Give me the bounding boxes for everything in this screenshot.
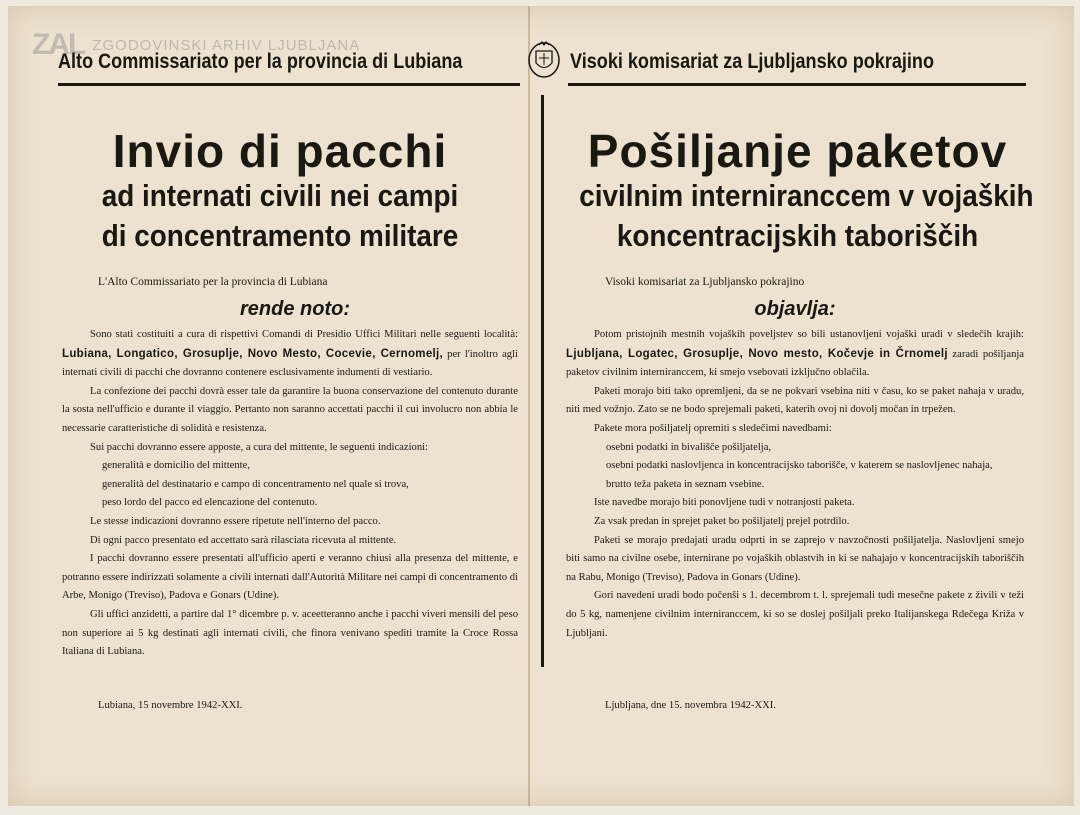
list-item: osebni podatki naslovljenca in koncentracijsko taborišče, v katerem se naslovljenec nahaja, <box>606 460 993 472</box>
paragraph: Paketi se morajo predajati uradu odprti in se zaprejo v navzočnosti pošiljatelja. Naslovljeni smejo biti samo na civilne osebe, internirane po vojaških oblastvih in ki se nahajajo v koncentracijskih taboriščih na Rabu, Monigo (Treviso), Padova in Gonars (Udine). <box>566 534 1024 583</box>
title-italian-line1: Invio di pacchi <box>112 125 448 177</box>
paragraph: Gori navedeni uradi bodo počenši s 1. decembrom t. l. sprejemali tudi mesečne pakete z živili v teži do 5 kg, namenjene civilnim interniranccem, ki so se doslej pošiljali preko Italijanskega Rdečega Križa v Ljubljani. <box>566 590 1024 639</box>
header-rule-left <box>58 83 520 86</box>
intro-italian: L'Alto Commissariato per la provincia di Lubiana <box>98 276 328 288</box>
paragraph: I pacchi dovranno essere presentati all'ufficio aperti e veranno chiusi alla presenza del mittente, e potranno essere indirizzati solamente a civili internati dall'Autorità Militare nei campi di concentramento di Arbe, Monigo (Treviso), Padova e Gonars (Udine). <box>62 553 518 602</box>
title-slovene-line3: koncentracijskih taboriščih <box>616 218 979 253</box>
paragraph: Le stesse indicazioni dovranno essere ripetute nell'interno del pacco. <box>90 515 381 527</box>
coat-of-arms-icon <box>527 39 561 79</box>
body-italian <box>62 326 518 662</box>
title-slovene-line2: civilnim interniranccem v vojaških <box>579 178 1034 213</box>
title-slovene-line1: Pošiljanje paketov <box>587 125 1008 177</box>
announce-italian: rende noto: <box>240 298 350 320</box>
intro-slovene: Visoki komisariat za Ljubljansko pokrajino <box>605 276 805 288</box>
title-italian-line2: ad internati civili nei campi <box>101 178 459 213</box>
title-italian-line3: di concentramento militare <box>101 218 459 253</box>
paper-fold <box>528 6 530 806</box>
paragraph: La confezione dei pacchi dovrà esser tale da garantire la buona conservazione del contenuto durante la sosta nell'ufficio e durante il viaggio. Pertanto non saranno accettati pacchi il cui involucro non abbia le necessarie caratteristiche di solidità e resistenza. <box>62 385 518 434</box>
list-item: osebni podatki in bivališče pošiljatelja, <box>606 441 772 453</box>
body-slovene <box>566 326 1024 643</box>
column-divider <box>541 95 544 667</box>
header-italian: Alto Commissariato per la provincia di Lubiana <box>58 50 463 73</box>
paragraph: Iste navedbe morajo biti ponovljene tudi v notranjosti paketa. <box>594 497 855 509</box>
paragraph: Paketi morajo biti tako opremljeni, da se ne pokvari vsebina niti v času, ko se paket nahaja v uradu, niti med vožnjo. Zato se ne bodo sprejemali paketi, katerih ovoj ni dovolj močan in trpežen. <box>566 385 1024 416</box>
announce-slovene: objavlja: <box>754 298 836 320</box>
header-rule-right <box>568 83 1026 86</box>
list-item: generalità e domicilio del mittente, <box>102 460 250 472</box>
paragraph: Di ogni pacco presentato ed accettato sarà rilasciata ricevuta al mittente. <box>90 534 397 546</box>
date-slovene: Ljubljana, dne 15. novembra 1942-XXI. <box>605 700 776 711</box>
archive-name: ZGODOVINSKI ARHIV LJUBLJANA <box>92 36 361 54</box>
header-slovene: Visoki komisariat za Ljubljansko pokrajino <box>570 50 934 73</box>
list-item: brutto teža paketa in seznam vsebine. <box>606 478 765 490</box>
list-item: generalità del destinatario e campo di concentramento nel quale si trova, <box>102 478 409 490</box>
paragraph: Potom pristojnih mestnih vojaških poveljstev so bili ustanovljeni vojaški uradi v sledečih krajih: Ljubljana, Logatec, Grosuplje, Novo mesto, Kočevje in Črnomelj zaradi pošiljanja paketov civilnim interniranccem, ki smejo vsebovati izključno oblačila. <box>566 329 1025 379</box>
paragraph: Za vsak predan in sprejet paket bo pošiljatelj prejel potrdilo. <box>594 515 850 527</box>
paragraph: Gli uffici anzidetti, a partire dal 1° dicembre p. v. aceetteranno anche i pacchi viveri mensili del peso non superiore ai 5 kg destinati agli internati civili, che finora venivano spediti tramite la Croce Rossa Italiana di Lubiana. <box>62 608 518 658</box>
list-item: peso lordo del pacco ed elencazione del contenuto. <box>102 497 318 509</box>
archive-logo: ZAL <box>32 28 85 61</box>
paragraph: Pakete mora pošiljatelj opremiti s sledečimi navedbami: <box>594 422 832 434</box>
paragraph: Sono stati costituiti a cura di rispettivi Comandi di Presidio Uffici Militari nelle seguenti località: Lubiana, Longatico, Grosuplje, Novo Mesto, Cocevie, Cernomelj, per l'inoltro agli internati civili di pacchi che dovranno contenere esclusivamente indumenti di vestiario. <box>62 329 518 379</box>
date-italian: Lubiana, 15 novembre 1942-XXI. <box>98 700 243 711</box>
paragraph: Sui pacchi dovranno essere apposte, a cura del mittente, le seguenti indicazioni: <box>90 441 429 453</box>
